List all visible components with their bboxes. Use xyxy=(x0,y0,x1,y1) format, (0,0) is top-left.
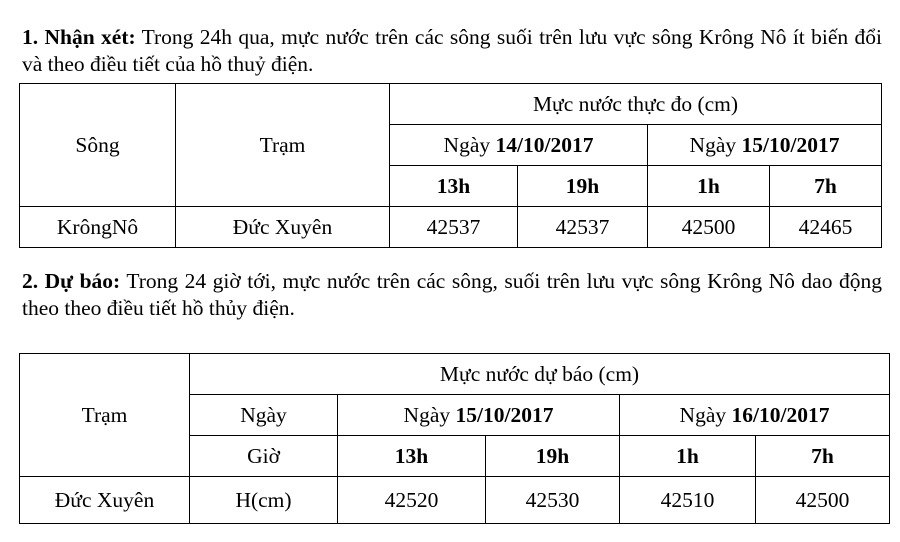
day-2-date: 15/10/2017 xyxy=(741,132,840,157)
header-hour: 7h xyxy=(770,166,882,207)
cell-value: 42520 xyxy=(338,477,486,524)
cell-value: 42500 xyxy=(756,477,890,524)
cell-value: 42537 xyxy=(390,207,518,248)
day-1-prefix: Ngày xyxy=(443,132,496,157)
header-hour: 13h xyxy=(390,166,518,207)
header-day-1 xyxy=(390,125,648,166)
header-station: Trạm xyxy=(176,84,390,207)
header-river: Sông xyxy=(20,84,176,207)
observed-water-level-table xyxy=(19,83,882,248)
header-station: Trạm xyxy=(20,354,190,477)
header-observed-level: Mực nước thực đo (cm) xyxy=(390,84,882,125)
cell-river: KrôngNô xyxy=(20,207,176,248)
header-hour: 13h xyxy=(338,436,486,477)
cell-unit: H(cm) xyxy=(190,477,338,524)
day-2-prefix: Ngày xyxy=(689,132,742,157)
cell-value: 42537 xyxy=(518,207,648,248)
table-row xyxy=(20,207,882,248)
header-hour: 19h xyxy=(486,436,620,477)
observation-text: Trong 24h qua, mực nước trên các sông suối trên lưu vực sông Krông Nô ít biến đổi và theo điều tiết của hồ thuỷ điện. xyxy=(22,25,882,76)
forecast-text: Trong 24 giờ tới, mực nước trên các sông, suối trên lưu vực sông Krông Nô dao động theo theo điều tiết hồ thủy điện. xyxy=(22,269,882,320)
forecast-heading: 2. Dự báo: xyxy=(22,269,121,293)
label-day: Ngày xyxy=(190,395,338,436)
header-hour: 19h xyxy=(518,166,648,207)
header-hour: 1h xyxy=(648,166,770,207)
label-hour: Giờ xyxy=(190,436,338,477)
header-forecast-level: Mực nước dự báo (cm) xyxy=(190,354,890,395)
observation-heading: 1. Nhận xét: xyxy=(22,25,136,49)
forecast-paragraph xyxy=(22,268,882,322)
header-day-2 xyxy=(648,125,882,166)
header-day-2 xyxy=(620,395,890,436)
header-hour: 7h xyxy=(756,436,890,477)
cell-value: 42530 xyxy=(486,477,620,524)
table-row xyxy=(20,477,890,524)
cell-station: Đức Xuyên xyxy=(176,207,390,248)
cell-value: 42500 xyxy=(648,207,770,248)
cell-value: 42510 xyxy=(620,477,756,524)
day-1-date: 15/10/2017 xyxy=(455,402,554,427)
day-2-prefix: Ngày xyxy=(679,402,732,427)
header-hour: 1h xyxy=(620,436,756,477)
cell-value: 42465 xyxy=(770,207,882,248)
forecast-water-level-table xyxy=(19,353,890,524)
header-day-1 xyxy=(338,395,620,436)
day-1-date: 14/10/2017 xyxy=(495,132,594,157)
cell-station: Đức Xuyên xyxy=(20,477,190,524)
day-2-date: 16/10/2017 xyxy=(731,402,830,427)
observation-paragraph xyxy=(22,24,882,78)
day-1-prefix: Ngày xyxy=(403,402,456,427)
